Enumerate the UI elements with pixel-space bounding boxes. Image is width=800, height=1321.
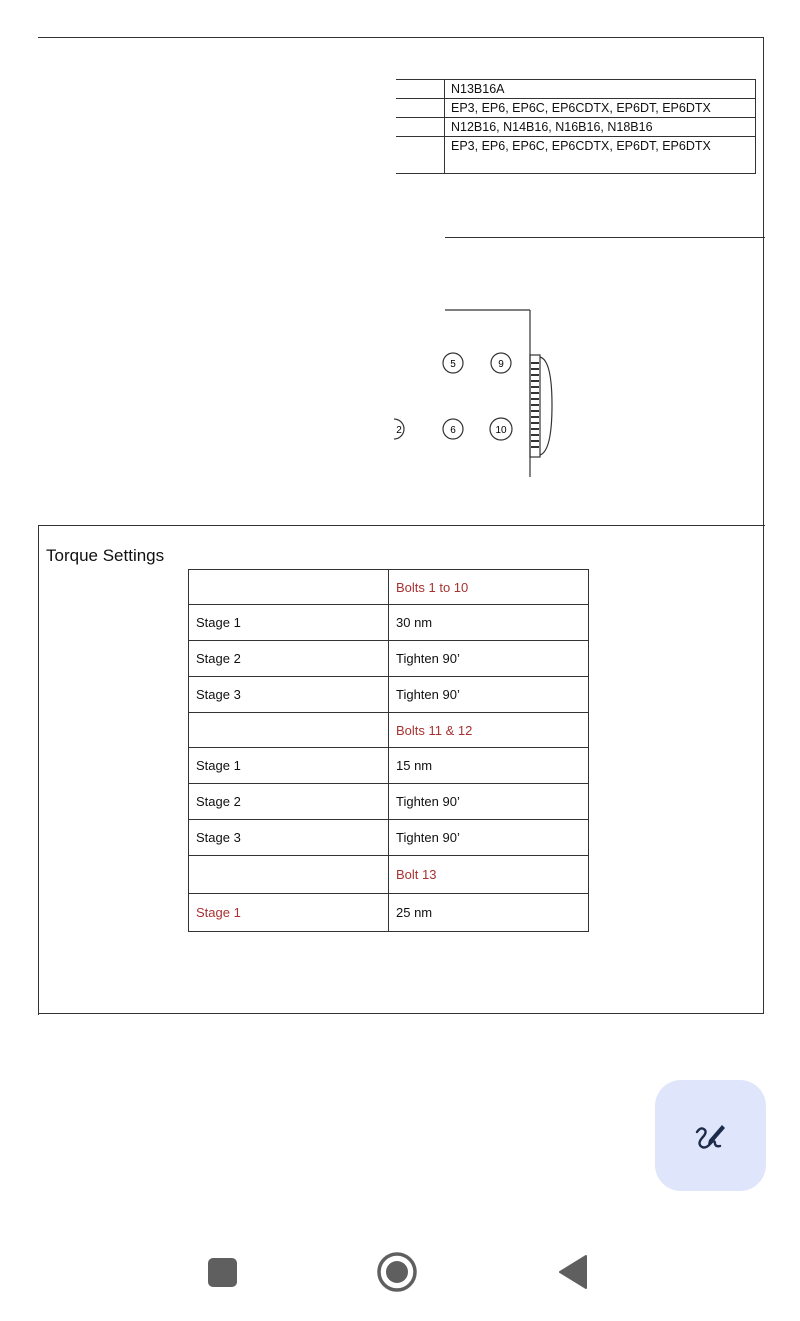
torque-stage-cell: Stage 1 bbox=[189, 605, 389, 641]
torque-value-cell: Tighten 90’ bbox=[389, 820, 589, 856]
section-divider bbox=[445, 237, 765, 238]
bolt-10 bbox=[490, 418, 512, 440]
section-title: Torque Settings bbox=[46, 546, 165, 565]
table-row bbox=[189, 820, 589, 856]
torque-value-cell: Bolt 13 bbox=[389, 856, 589, 894]
table-row bbox=[189, 856, 589, 894]
torque-stage-cell bbox=[189, 713, 389, 748]
torque-stage-cell: Stage 3 bbox=[189, 820, 389, 856]
annotate-button[interactable] bbox=[655, 1080, 766, 1191]
table-row bbox=[396, 99, 756, 118]
bolt-9 bbox=[491, 353, 511, 373]
torque-stage-cell bbox=[189, 856, 389, 894]
torque-value-cell: 25 nm bbox=[389, 894, 589, 932]
table-row bbox=[189, 784, 589, 820]
engine-code-cell: N13B16A bbox=[445, 80, 756, 99]
recents-button[interactable] bbox=[200, 1250, 244, 1294]
table-row bbox=[189, 570, 589, 605]
torque-value-cell: Tighten 90’ bbox=[389, 641, 589, 677]
torque-value-cell: 30 nm bbox=[389, 605, 589, 641]
table-row bbox=[189, 605, 589, 641]
table-row bbox=[396, 118, 756, 137]
bolt-diagram bbox=[380, 305, 570, 485]
home-button[interactable] bbox=[375, 1250, 419, 1294]
torque-stage-cell bbox=[189, 570, 389, 605]
table-row bbox=[189, 677, 589, 713]
svg-text:9: 9 bbox=[498, 359, 504, 370]
torque-stage-cell: Stage 1 bbox=[189, 748, 389, 784]
torque-value-cell: Tighten 90’ bbox=[389, 677, 589, 713]
back-button[interactable] bbox=[550, 1250, 594, 1294]
torque-stage-cell: Stage 2 bbox=[189, 641, 389, 677]
torque-value-cell: 15 nm bbox=[389, 748, 589, 784]
svg-text:5: 5 bbox=[450, 359, 456, 370]
torque-stage-cell: Stage 1 bbox=[189, 894, 389, 932]
engine-code-cell: N12B16, N14B16, N16B16, N18B16 bbox=[445, 118, 756, 137]
torque-stage-cell: Stage 2 bbox=[189, 784, 389, 820]
bolt-6 bbox=[443, 419, 463, 439]
table-row bbox=[396, 137, 756, 174]
torque-stage-cell: Stage 3 bbox=[189, 677, 389, 713]
torque-value-cell: Tighten 90’ bbox=[389, 784, 589, 820]
svg-text:6: 6 bbox=[450, 425, 456, 436]
timing-gear bbox=[530, 355, 552, 457]
engine-code-cell: EP3, EP6, EP6C, EP6CDTX, EP6DT, EP6DTX bbox=[445, 99, 756, 118]
engine-code-cell: EP3, EP6, EP6C, EP6CDTX, EP6DT, EP6DTX bbox=[445, 137, 756, 174]
table-row bbox=[189, 748, 589, 784]
torque-value-cell: Bolts 1 to 10 bbox=[389, 570, 589, 605]
torque-table bbox=[188, 569, 589, 932]
bolt-2 bbox=[394, 419, 404, 439]
table-row bbox=[396, 80, 756, 99]
circle-home-icon bbox=[375, 1250, 419, 1294]
section-divider bbox=[38, 525, 765, 526]
engine-codes-table bbox=[396, 79, 756, 174]
square-icon bbox=[208, 1258, 237, 1287]
triangle-back-icon bbox=[552, 1252, 592, 1292]
svg-text:2: 2 bbox=[396, 425, 402, 436]
torque-value-cell: Bolts 11 & 12 bbox=[389, 713, 589, 748]
svg-text:10: 10 bbox=[495, 425, 507, 436]
table-row bbox=[189, 894, 589, 932]
page-left-border bbox=[38, 525, 39, 1015]
table-row bbox=[189, 641, 589, 677]
pen-scribble-icon bbox=[691, 1116, 731, 1156]
bolt-5 bbox=[443, 353, 463, 373]
table-row bbox=[189, 713, 589, 748]
